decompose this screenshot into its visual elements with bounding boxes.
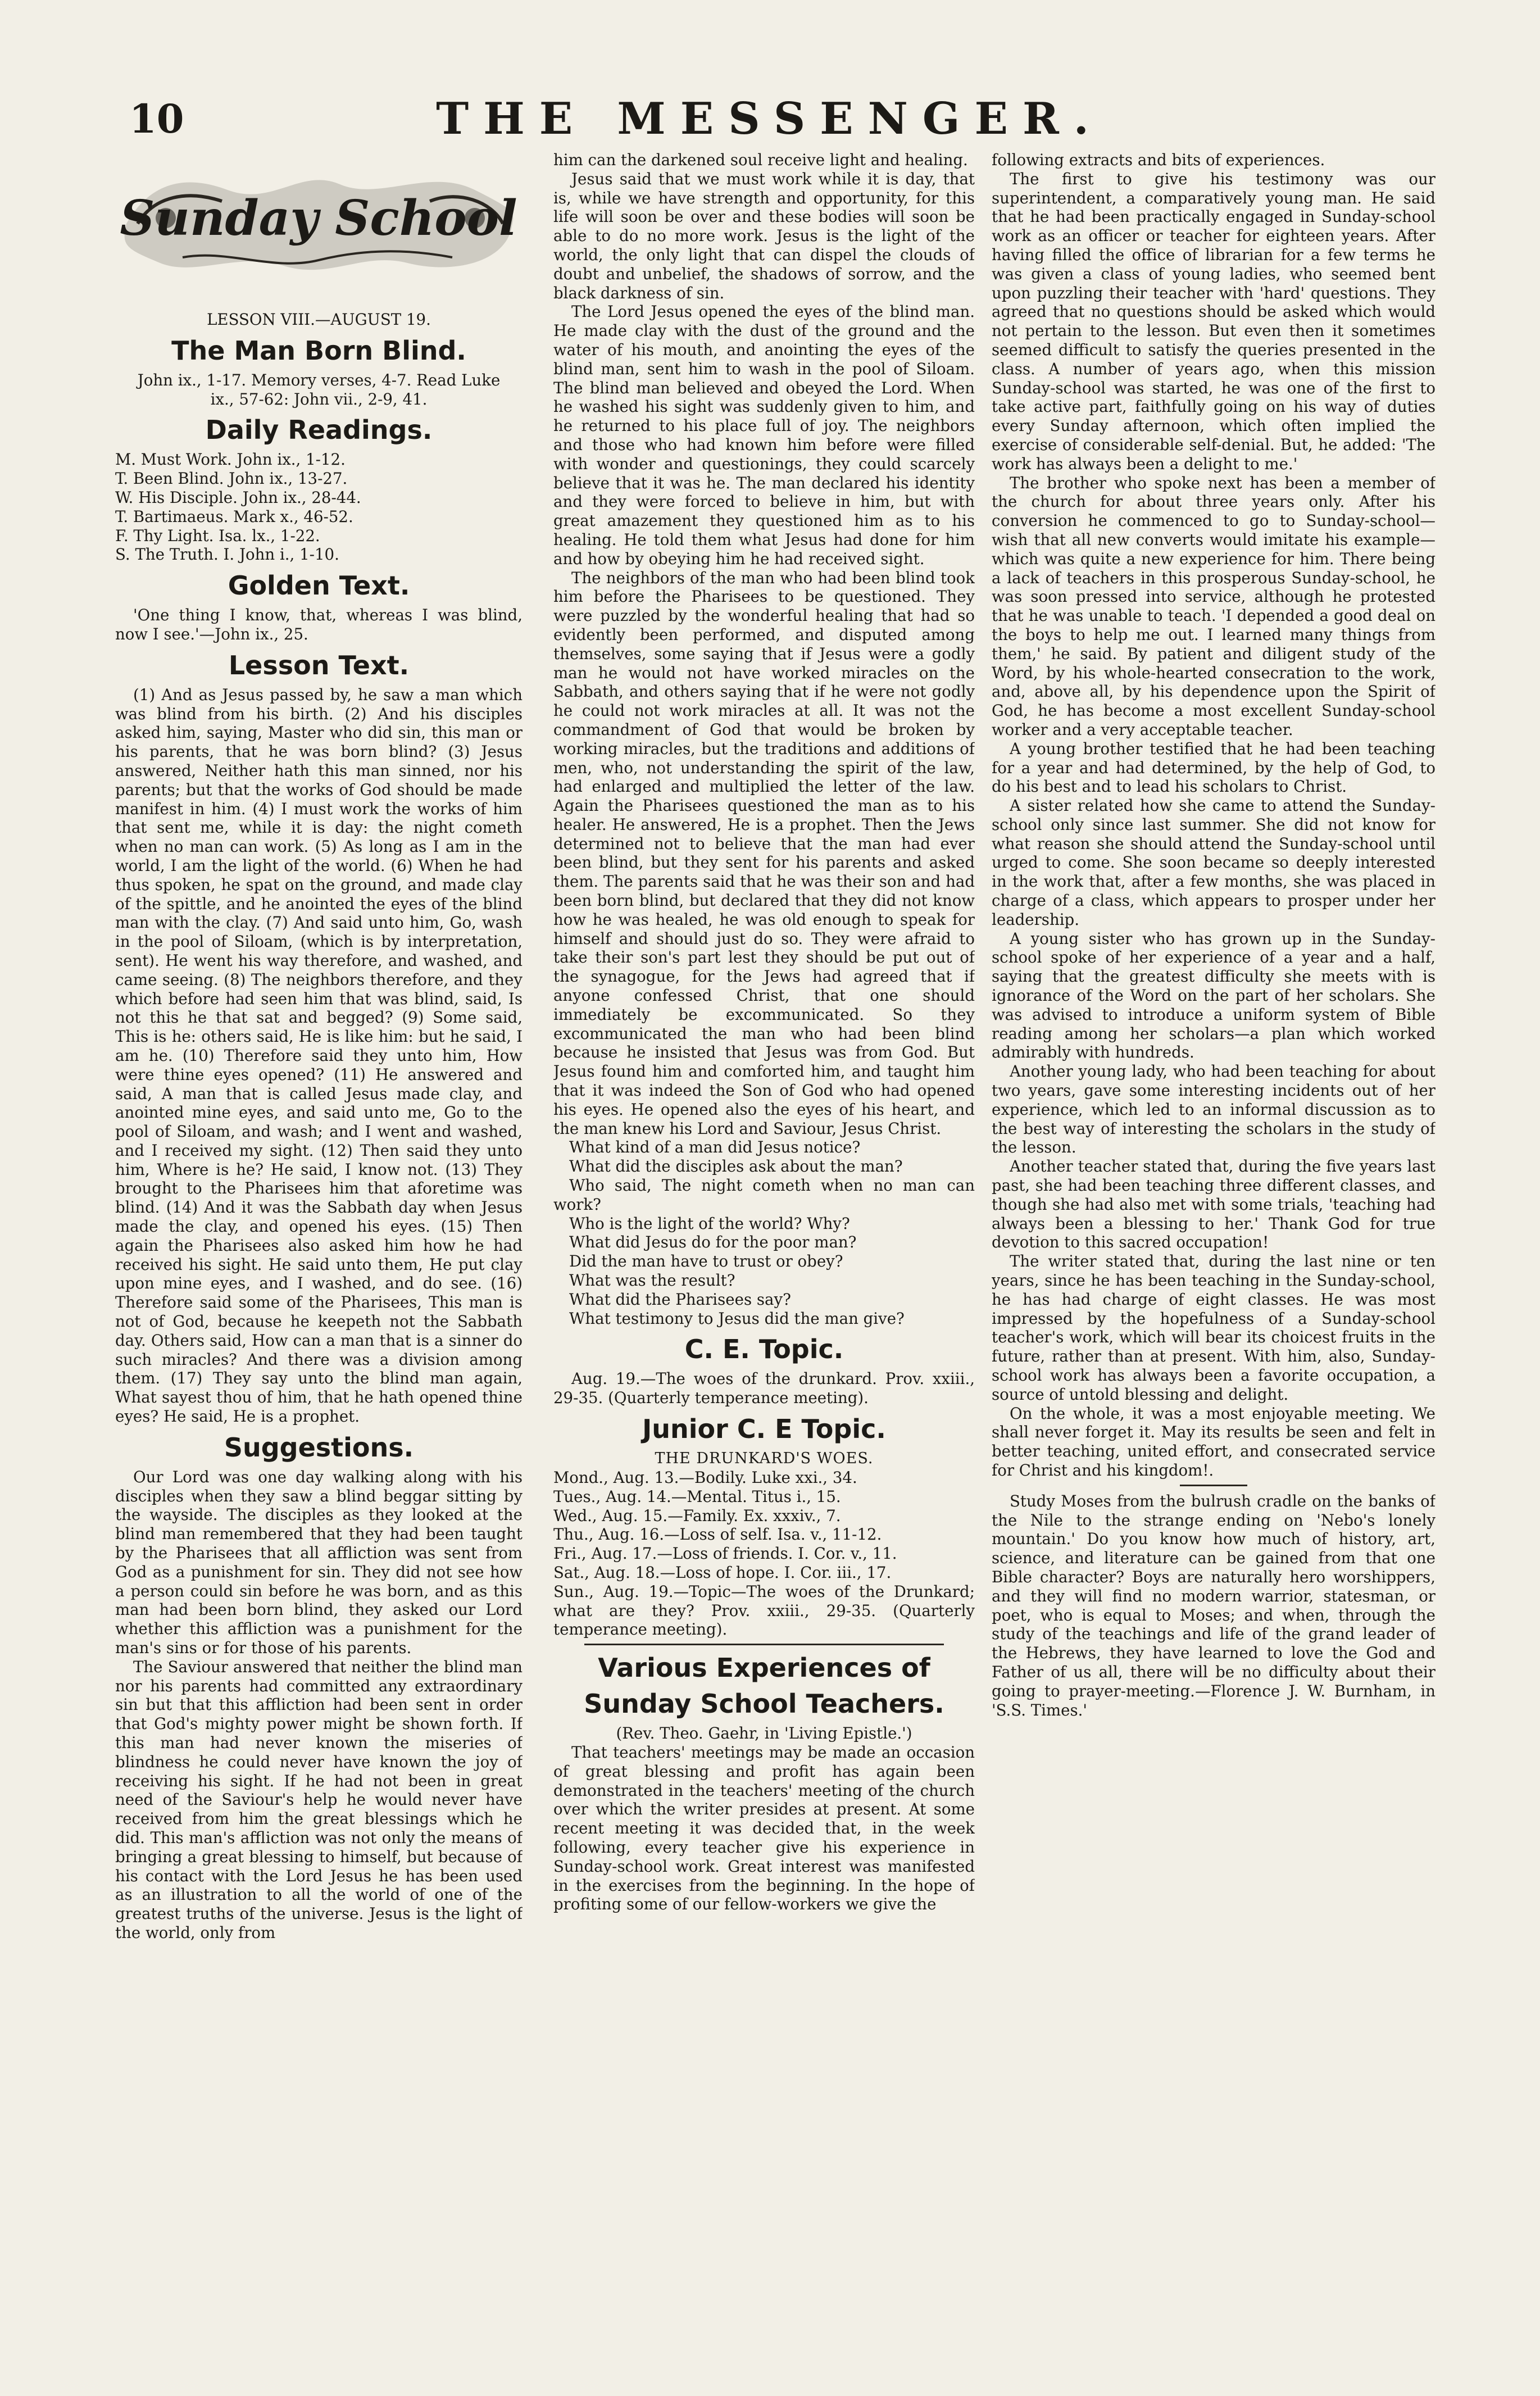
list-item: Mond., Aug. 13.—Bodily. Luke xxi., 34. bbox=[553, 1468, 857, 1487]
ce-topic-heading: C. E. Topic. bbox=[684, 1334, 844, 1365]
question: Who is the light of the world? Why? bbox=[569, 1214, 850, 1233]
paragraph: Jesus said that we must work while it is day, that is, while we have strength and opportunity, for this life will soon be over and these bodies will soon be able to do no more work. Jesus is the light of the world, the only light that can dispel the clouds of doubt and unbelief, the shadows of sorrow, and the black darkness of sin. bbox=[553, 169, 975, 302]
list-item: W. His Disciple. John ix., 28-44. bbox=[115, 488, 361, 507]
list-item: T. Bartimaeus. Mark x., 46-52. bbox=[115, 507, 353, 526]
golden-text-heading: Golden Text. bbox=[228, 570, 410, 601]
lesson-text: (1) And as Jesus passed by, he saw a man which was blind from his birth. (2) And his disciples asked him, saying, Master who did sin, this man or his parents, that he was born blind? (3) Jesus answered, Neither hath this man sinned, nor his parents; but that the works of God should be made manifest in him. (4) I must work the works of him that sent me, while it is day: the night cometh when no man can work. (5) As long as I am in the world, I am the light of the world. (6) When he had thus spoken, he spat on the ground, and made clay of the spittle, and he anointed the eyes of the blind man with the clay. (7) And said unto him, Go, wash in the pool of Siloam, (which is by interpretation, sent). He went his way therefore, and washed, and came seeing. (8) The neighbors therefore, and they which before had seen him that was blind, said, Is not this he that sat and begged? (9) Some said, This is he: others said, He is like him: but he said, I am he. (10) Therefore said they unto him, How were thine eyes opened? (11) He answered and said, A man that is called Jesus made clay, and anointed mine eyes, and said unto me, Go to the pool of Siloam, and wash; and I went and washed, and I received my sight. (12) Then said they unto him, Where is he? He said, I know not. (13) They brought to the Pharisees him that aforetime was blind. (14) And it was the Sabbath day when Jesus made the clay, and opened his eyes. (15) Then again the Pharisees also asked him how he had received his sight. He said unto them, He put clay upon mine eyes, and I washed, and do see. (16) Therefore said some of the Pharisees, This man is not of God, because he keepeth not the Sabbath day. Others said, How can a man that is a sinner do such miracles? And there was a division among them. (17) They say unto the blind man again, What sayest thou of him, that he hath opened thine eyes? He said, He is a prophet. bbox=[115, 685, 523, 1426]
question: Did the man have to trust or obey? bbox=[569, 1252, 843, 1271]
question: What did the disciples ask about the man? bbox=[569, 1157, 903, 1176]
paragraph: Another young lady, who had been teaching for about two years, gave some interesting incidents out of her experience, which led to an informal discussion as to the best way of interesting the scholars in the study of the lesson. bbox=[992, 1062, 1435, 1157]
paragraph: A young brother testified that he had been teaching for a year and had determined, by the help of God, to do his best and to lead his scholars to Christ. bbox=[992, 739, 1435, 796]
list-item: Sat., Aug. 18.—Loss of hope. I. Cor. iii., 17. bbox=[553, 1563, 892, 1582]
question: What kind of a man did Jesus notice? bbox=[569, 1138, 861, 1157]
divider bbox=[1180, 1485, 1247, 1486]
paragraph: A young sister who has grown up in the Sunday-school spoke of her experience of a year and a half, saying that the greatest difficulty she meets with is ignorance of the Word on the part of her scholars. She was advised to introduce a uniform system of Bible reading among her scholars—a plan which worked admirably with hundreds. bbox=[992, 929, 1435, 1062]
paragraph: A sister related how she came to attend the Sunday-school only since last summer. She did not know for what reason she should attend the Sunday-school until urged to come. She soon became so deeply interested in the work that, after a few months, she was placed in charge of a class, which appears to prosper under her leadership. bbox=[992, 796, 1435, 929]
list-item: M. Must Work. John ix., 1-12. bbox=[115, 450, 346, 469]
list-item: S. The Truth. I. John i., 1-10. bbox=[115, 545, 339, 564]
paragraph: That teachers' meetings may be made an occasion of great blessing and profit has again been demonstrated in the teachers' meeting of the church over which the writer presides at present. At some recent meeting it was decided that, in the week following, every teacher give his experience in Sunday-school work. Great interest was manifested in the exercises from the beginning. In the hope of profiting some of our fellow-workers we give the bbox=[553, 1742, 975, 1914]
list-item: T. Been Blind. John ix., 13-27. bbox=[115, 469, 348, 488]
sunday-school-ornament bbox=[115, 151, 523, 291]
list-item: Sun., Aug. 19.—Topic—The woes of the Drunkard; what are they? Prov. xxiii., 29-35. (Quarterly temperance meeting). bbox=[553, 1582, 975, 1639]
daily-readings-heading: Daily Readings. bbox=[205, 415, 433, 446]
question: Who said, The night cometh when no man can work? bbox=[553, 1176, 975, 1214]
list-item: F. Thy Light. Isa. lx., 1-22. bbox=[115, 526, 320, 545]
paragraph: The brother who spoke next has been a member of the church for about three years only. After his conversion he commenced to go to Sunday-school—wish that all new converts would imitate his example—which was quite a new experience for him. There being a lack of teachers in this prosperous Sunday-school, he was soon pressed into service, although he protested that he was unable to teach. 'I depended a good deal on the boys to help me out. I learned many things from them,' he said. By patient and diligent study of the Word, by his whole-hearted consecration to the work, and, above all, by his dependence upon the Spirit of God, he has become a most excellent Sunday-school worker and a very acceptable teacher. bbox=[992, 473, 1435, 739]
column-2 bbox=[553, 151, 975, 2376]
paragraph: The Lord Jesus opened the eyes of the blind man. He made clay with the dust of the ground and the water of his mouth, and anointing the eyes of the blind man, sent him to wash in the pool of Siloam. The blind man believed and obeyed the Lord. When he washed his sight was suddenly given to him, and he returned to his place full of joy. The neighbors and those who had known him before were filled with wonder and questionings, they could scarcely believe that it was he. The man declared his identity and they were forced to believe in him, but with great amazement they questioned him as to his healing. He told them what Jesus had done for him and how by obeying him he had received sight. bbox=[553, 302, 975, 568]
column-1 bbox=[115, 151, 523, 2376]
daily-readings-list bbox=[115, 450, 523, 564]
paragraph: On the whole, it was a most enjoyable meeting. We shall never forget it. May its results be seen and felt in better teaching, united effort, and consecrated service for Christ and his kingdom!. bbox=[992, 1404, 1435, 1480]
ce-topic-text: Aug. 19.—The woes of the drunkard. Prov. xxiii., 29-35. (Quarterly temperance meeting). bbox=[553, 1369, 975, 1408]
column-3 bbox=[992, 151, 1435, 2376]
list-item: Wed., Aug. 15.—Family. Ex. xxxiv., 7. bbox=[553, 1506, 841, 1525]
paragraph: Study Moses from the bulrush cradle on the banks of the Nile to the strange ending on 'Nebo's lonely mountain.' Do you know how much of history, art, science, and literature can be gained from that one Bible character? Boys are naturally hero worshippers, and they will find no modern warrior, statesman, or poet, who is equal to Moses; and when, through the study of the teachings and life of the grand leader of the Hebrews, they have learned to love the God and Father of us all, there will be no difficulty about their going to prayer-meeting.—Florence J. W. Burnham, in 'S.S. Times.' bbox=[992, 1491, 1435, 1719]
paragraph: Our Lord was one day walking along with his disciples when they saw a blind beggar sitting by the wayside. The disciples as they looked at the blind man remembered that they had been taught by the Pharisees that all affliction was sent from God as a punishment for sin. They did not see how a person could sin before he was born, and as this man had been born blind, they asked our Lord whether this affliction was a punishment for the man's sins or for those of his parents. bbox=[115, 1467, 523, 1658]
question: What did Jesus do for the poor man? bbox=[569, 1233, 857, 1252]
paragraph: The Saviour answered that neither the blind man nor his parents had committed any extraordinary sin but that this affliction had been sent in order that God's mighty power might be shown forth. If this man had never known the miseries of blindness he could never have known the joy of receiving his sight. If he had not been in great need of the Saviour's help he would never have received from him the great blessings which he did. This man's affliction was not only the means of bringing a great blessing to himself, but because of his contact with the Lord Jesus he has been used as an illustration to all the world of one of the greatest truths of the universe. Jesus is the light of the world, only from bbox=[115, 1657, 523, 1942]
page-number: 10 bbox=[129, 96, 184, 142]
divider bbox=[584, 1644, 944, 1645]
paragraph: The first to give his testimony was our superintendent, a comparatively young man. He said that he had been practically engaged in Sunday-school work as an officer or teacher for eighteen years. After having filled the office of librarian for a few terms he was given a class of young ladies, who seemed bent upon puzzling their teacher with 'hard' questions. They agreed that no questions should be asked which would not pertain to the lesson. But even then it sometimes seemed difficult to satisfy the queries presented in the class. A number of years ago, when this mission Sunday-school was started, he was one of the first to take active part, faithfully going on his way of duties every Sunday afternoon, which often implied the exercise of considerable self-denial. But, he added: 'The work has always been a delight to me.' bbox=[992, 169, 1435, 473]
lesson-reference: John ix., 1-17. Memory verses, 4-7. Read Luke ix., 57-62: John vii., 2-9, 41. bbox=[137, 370, 501, 409]
paragraph: him can the darkened soul receive light and healing. bbox=[553, 151, 968, 169]
list-item: Fri., Aug. 17.—Loss of friends. I. Cor. v., 11. bbox=[553, 1544, 897, 1563]
masthead: THE MESSENGER. bbox=[436, 93, 1103, 144]
various-experiences-credit: (Rev. Theo. Gaehr, in 'Living Epistle.') bbox=[616, 1724, 912, 1743]
ornament-title: Sunday School bbox=[120, 190, 517, 247]
question: What testimony to Jesus did the man give? bbox=[569, 1309, 905, 1328]
question: What was the result? bbox=[569, 1271, 735, 1290]
paragraph: The neighbors of the man who had been blind took him before the Pharisees to be questioned. They were puzzled by the wonderful healing that had so evidently been performed, and disputed among themselves, some saying that if Jesus were a godly man he would not have worked miracles on the Sabbath, and others saying that if he were not godly he could not work miracles at all. It was not the commandment of God that would be broken by working miracles, but the traditions and additions of men, who, not understanding the spirit of the law, had enlarged and multiplied the letter of the law. Again the Pharisees questioned the man as to his healer. He answered, He is a prophet. Then the Jews determined not to believe that the man had ever been blind, but they sent for his parents and asked them. The parents said that he was their son and had been born blind, but declared that they did not know how he was healed, he was old enough to speak for himself and should just do so. They were afraid to take their son's part lest they should be put out of the synagogue, for the Jews had agreed that if anyone confessed Christ, that one should immediately be excommunicated. So they excommunicated the man who had been blind because he insisted that Jesus was from God. But Jesus found him and comforted him, and taught him that it was indeed the Son of God who had opened his eyes. He opened also the eyes of his heart, and the man knew his Lord and Saviour, Jesus Christ. bbox=[553, 568, 975, 1138]
junior-ce-heading: Junior C. E Topic. bbox=[642, 1414, 886, 1444]
paragraph: following extracts and bits of experiences. bbox=[992, 151, 1325, 169]
lesson-text-heading: Lesson Text. bbox=[228, 650, 410, 680]
various-experiences-heading: Various Experiences of Sunday School Teachers. bbox=[584, 1653, 944, 1719]
golden-text: 'One thing I know, that, whereas I was blind, now I see.'—John ix., 25. bbox=[115, 606, 523, 643]
review-questions bbox=[553, 1138, 975, 1328]
paragraph: Another teacher stated that, during the five years last past, she had been teaching three different classes, and though she had also met with some trials, 'teaching had always been a blessing to her.' Thank God for true devotion to this sacred occupation! bbox=[992, 1157, 1435, 1252]
suggestions-heading: Suggestions. bbox=[224, 1432, 414, 1463]
lesson-label: LESSON VIII.—AUGUST 19. bbox=[207, 310, 431, 329]
lesson-title: The Man Born Blind. bbox=[171, 335, 466, 366]
question: What did the Pharisees say? bbox=[569, 1290, 791, 1309]
list-item: Thu., Aug. 16.—Loss of self. Isa. v., 11-12. bbox=[553, 1525, 882, 1544]
page-header bbox=[90, 93, 1450, 152]
paragraph: The writer stated that, during the last nine or ten years, since he has been teaching in the Sunday-school, he has had charge of eight classes. He was most impressed by the hopefulness of a Sunday-school teacher's work, which will bear its choicest fruits in the future, rather than at present. With him, also, Sunday-school work has always been a favorite occupation, a source of untold blessing and delight. bbox=[992, 1252, 1435, 1404]
list-item: Tues., Aug. 14.—Mental. Titus i., 15. bbox=[553, 1487, 841, 1506]
junior-ce-subheading: THE DRUNKARD'S WOES. bbox=[655, 1450, 874, 1467]
junior-ce-list bbox=[553, 1468, 975, 1639]
